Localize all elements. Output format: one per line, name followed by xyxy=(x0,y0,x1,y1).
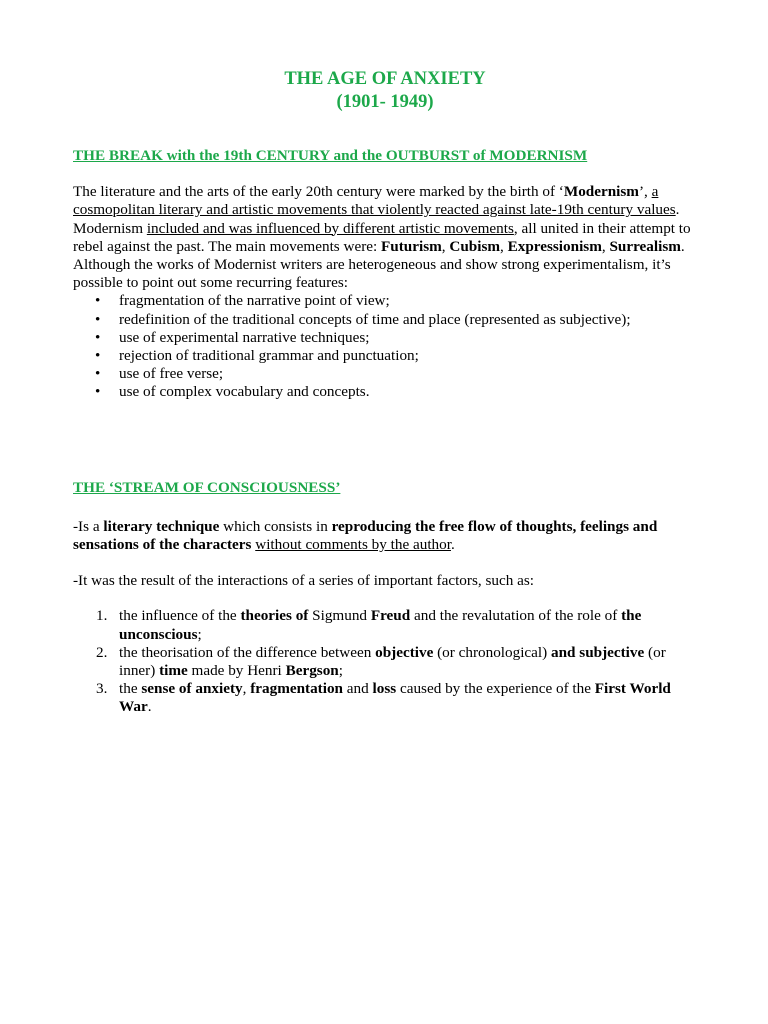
text-run: . Modernism xyxy=(73,201,680,237)
text-run: made by Henri xyxy=(187,662,286,680)
term-modernism: Modernism xyxy=(563,183,639,201)
underlined-without-comments: without comments by the author xyxy=(255,536,451,554)
text-run: the theorisation of the difference between xyxy=(119,643,376,661)
underlined-definition: a cosmopolitan literary and artistic movements that violently reacted against late-19th century values xyxy=(73,183,676,219)
feature-text: redefinition of the traditional concepts of time and place (represented as subjective); xyxy=(119,310,631,328)
bold-term: the unconscious xyxy=(119,607,642,643)
text-run: , xyxy=(242,680,251,698)
text-run: and xyxy=(343,680,373,698)
text-run: . Although the works of Modernist writers are heterogeneous and show strong experimentalism, it’s possible to point out some recurring features: xyxy=(73,237,685,292)
feature-text: use of complex vocabulary and concepts. xyxy=(119,383,370,401)
list-item xyxy=(73,365,697,383)
text-run: ’, xyxy=(638,183,652,201)
bold-definition: reproducing the free flow of thoughts, feelings and sensations of the characters xyxy=(73,517,658,554)
stream-definition-paragraph xyxy=(73,518,697,554)
list-item xyxy=(73,329,697,347)
text-run: , xyxy=(601,237,610,255)
feature-text: use of free verse; xyxy=(119,365,224,383)
bold-term: time xyxy=(159,662,188,680)
text-run: , xyxy=(500,237,508,255)
text-run: -Is a xyxy=(73,517,104,535)
bold-literary-technique: literary technique xyxy=(103,517,220,535)
term-surrealism: Surrealism xyxy=(609,237,681,255)
text-run: ; xyxy=(338,662,343,680)
bullet-icon: • xyxy=(95,383,101,401)
bold-term: Bergson xyxy=(285,662,339,680)
list-number: 2. xyxy=(96,643,108,661)
bold-term: Freud xyxy=(370,607,411,625)
list-item xyxy=(73,383,697,401)
list-item xyxy=(73,311,697,329)
bullet-icon: • xyxy=(95,328,101,346)
document-subtitle: (1901- 1949) xyxy=(336,92,434,112)
bold-term: sense of anxiety xyxy=(141,680,243,698)
list-item xyxy=(73,644,697,680)
bold-term: objective xyxy=(375,643,434,661)
text-run: the influence of the xyxy=(119,607,241,625)
text-run: and the revalutation of the role of xyxy=(410,607,622,625)
text-run: (or inner) xyxy=(119,643,666,680)
text-run: Sigmund xyxy=(308,607,371,625)
text-run: . xyxy=(450,536,455,554)
result-paragraph: -It was the result of the interactions of a series of important factors, such as: xyxy=(73,572,534,590)
bold-term: fragmentation xyxy=(250,680,343,698)
feature-text: rejection of traditional grammar and punctuation; xyxy=(119,347,419,365)
bold-term: theories of xyxy=(240,607,309,625)
features-list xyxy=(73,292,697,401)
text-run: (or chronological) xyxy=(433,643,551,661)
bullet-icon: • xyxy=(95,310,101,328)
list-number: 3. xyxy=(96,680,108,698)
underlined-influence: included and was influenced by different artistic movements xyxy=(146,219,514,237)
text-run: the xyxy=(119,680,142,698)
text-run: , xyxy=(441,237,450,255)
factors-list xyxy=(73,607,697,716)
document-body xyxy=(73,68,697,717)
bold-term: and subjective xyxy=(551,643,645,661)
section1-heading: THE BREAK with the 19th CENTURY and the OUTBURST of MODERNISM xyxy=(73,147,588,164)
text-run: The literature and the arts of the early 20th century were marked by the birth of ‘ xyxy=(73,183,564,201)
list-item xyxy=(73,607,697,643)
bold-term: loss xyxy=(372,680,397,698)
text-run: . xyxy=(147,698,152,716)
text-run: caused by the experience of the xyxy=(396,680,595,698)
text-run: , all united in their attempt to rebel against the past. The main movements were: xyxy=(73,219,691,255)
text-run: ; xyxy=(197,625,202,643)
list-item xyxy=(73,347,697,365)
section1-intro-paragraph xyxy=(73,183,697,292)
term-futurism: Futurism xyxy=(381,237,442,255)
list-item xyxy=(73,680,697,716)
list-number: 1. xyxy=(96,607,108,625)
term-expressionism: Expressionism xyxy=(507,237,602,255)
list-item xyxy=(73,292,697,310)
term-cubism: Cubism xyxy=(449,237,501,255)
bullet-icon: • xyxy=(95,292,101,310)
document-title: THE AGE OF ANXIETY xyxy=(284,69,486,89)
feature-text: fragmentation of the narrative point of view; xyxy=(119,292,390,310)
bullet-icon: • xyxy=(95,347,101,365)
bullet-icon: • xyxy=(95,365,101,383)
section2-heading: THE ‘STREAM OF CONSCIOUSNESS’ xyxy=(73,478,341,496)
feature-text: use of experimental narrative techniques; xyxy=(119,328,370,346)
bold-term: First World War xyxy=(119,680,671,716)
text-run: which consists in xyxy=(219,517,332,535)
